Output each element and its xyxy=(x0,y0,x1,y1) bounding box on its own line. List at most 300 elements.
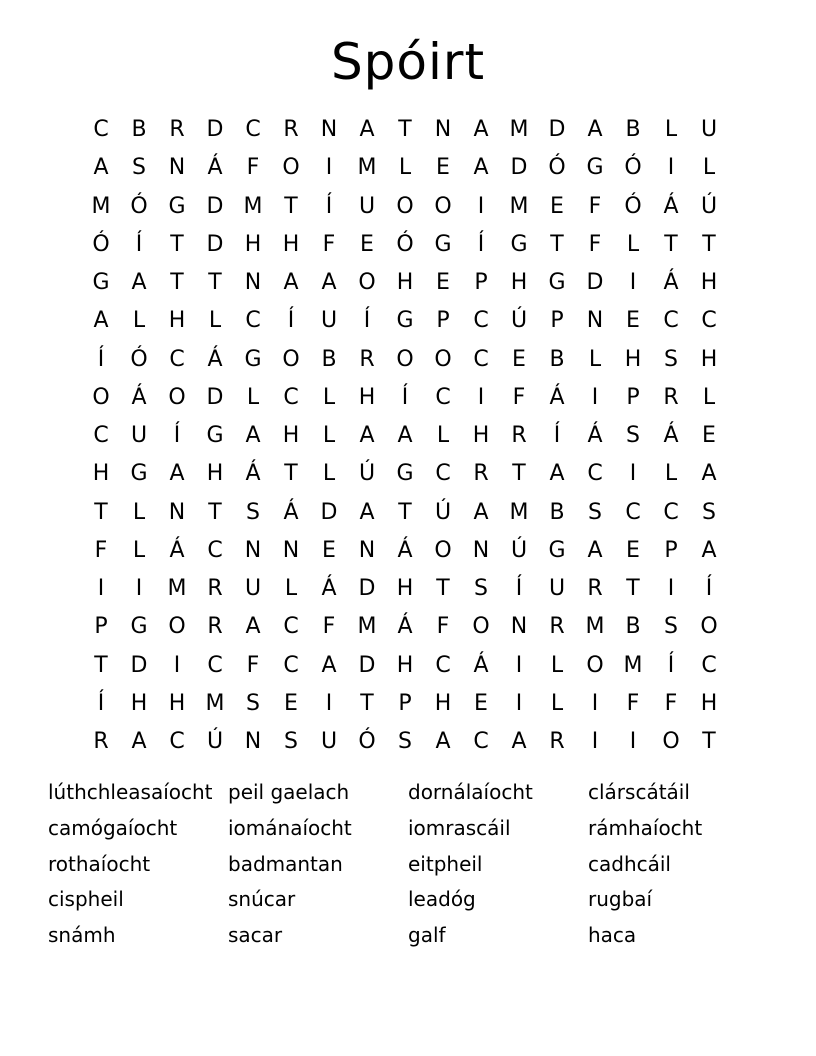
grid-letter: F xyxy=(588,193,602,219)
grid-letter: Ó xyxy=(358,729,376,754)
grid-letter: N xyxy=(244,537,262,563)
grid-letter: D xyxy=(130,652,148,678)
grid-letter: I xyxy=(97,576,105,601)
grid-letter: I xyxy=(591,729,599,754)
grid-letter: A xyxy=(587,117,603,142)
grid-letter: Ó xyxy=(548,155,566,181)
grid-letter: H xyxy=(282,231,300,257)
word-list-item: iomrascáil xyxy=(408,815,511,840)
grid-letter: C xyxy=(283,614,299,640)
grid-letter: C xyxy=(93,117,109,142)
grid-letter: H xyxy=(700,270,718,295)
grid-letter: E xyxy=(360,231,374,257)
grid-letter: B xyxy=(131,117,147,142)
grid-letter: A xyxy=(473,155,489,181)
grid-letter: A xyxy=(321,270,337,295)
grid-letter: Í xyxy=(553,423,561,448)
grid-letter: A xyxy=(511,729,527,754)
grid-letter: L xyxy=(664,117,678,142)
grid-letter: C xyxy=(169,729,185,754)
grid-letter: F xyxy=(94,537,108,563)
grid-letter: H xyxy=(434,690,452,716)
word-list-item: eitpheil xyxy=(408,851,483,876)
grid-letter: Í xyxy=(135,231,143,257)
grid-letter: L xyxy=(702,384,716,410)
grid-letter: R xyxy=(207,576,223,601)
grid-letter: A xyxy=(131,270,147,295)
grid-letter: H xyxy=(700,346,718,372)
grid-letter: N xyxy=(168,499,186,525)
grid-letter: H xyxy=(396,576,414,601)
grid-letter: Í xyxy=(477,231,485,257)
grid-letter: A xyxy=(587,537,603,563)
grid-letter: L xyxy=(246,384,260,410)
grid-letter: R xyxy=(587,576,603,601)
grid-letter: L xyxy=(550,690,564,716)
grid-letter: R xyxy=(473,461,489,487)
grid-letter: A xyxy=(283,270,299,295)
grid-letter: I xyxy=(667,576,675,601)
grid-letter: U xyxy=(130,423,148,448)
grid-letter: T xyxy=(436,576,450,601)
grid-letter: S xyxy=(626,423,640,448)
grid-letter: Á xyxy=(549,384,565,410)
grid-letter: T xyxy=(170,270,184,295)
grid-letter: L xyxy=(132,537,146,563)
grid-letter: Í xyxy=(173,423,181,448)
word-list-item: badmantan xyxy=(228,851,343,876)
grid-letter: N xyxy=(472,537,490,563)
grid-letter: L xyxy=(132,308,146,334)
grid-letter: Á xyxy=(131,384,147,410)
grid-letter: Í xyxy=(705,576,713,601)
word-list-item: haca xyxy=(588,923,637,948)
grid-letter: C xyxy=(473,308,489,334)
grid-letter: B xyxy=(549,499,565,525)
grid-letter: Á xyxy=(283,499,299,525)
grid-letter: R xyxy=(207,614,223,640)
grid-letter: T xyxy=(284,193,298,219)
word-list-item: cispheil xyxy=(48,887,124,912)
word-list-item: snámh xyxy=(48,923,116,948)
grid-letter: I xyxy=(667,155,675,181)
grid-letter: Á xyxy=(169,537,185,563)
grid-letter: Á xyxy=(663,270,679,295)
grid-letter: A xyxy=(93,308,109,334)
grid-letter: S xyxy=(398,729,412,754)
grid-letter: C xyxy=(93,423,109,448)
grid-letter: D xyxy=(206,384,224,410)
grid-letter: U xyxy=(320,308,338,334)
grid-letter: U xyxy=(358,193,376,219)
grid-letter: O xyxy=(358,270,376,295)
grid-letter: Ó xyxy=(624,155,642,181)
word-list-item: dornálaíocht xyxy=(408,780,533,804)
grid-letter: F xyxy=(626,690,640,716)
grid-letter: C xyxy=(435,652,451,678)
grid-letter: C xyxy=(473,346,489,372)
grid-letter: O xyxy=(396,346,414,372)
grid-letter: Á xyxy=(473,652,489,678)
grid-letter: Ó xyxy=(624,193,642,219)
grid-letter: P xyxy=(398,690,412,716)
grid-letter: A xyxy=(245,423,261,448)
grid-letter: E xyxy=(702,423,716,448)
grid-letter: G xyxy=(92,270,110,295)
grid-letter: R xyxy=(663,384,679,410)
grid-letter: M xyxy=(585,614,605,640)
grid-letter: Á xyxy=(663,193,679,219)
grid-letter: Í xyxy=(97,690,105,716)
grid-letter: S xyxy=(246,499,260,525)
grid-letter: U xyxy=(700,117,718,142)
grid-letter: E xyxy=(474,690,488,716)
grid-letter: H xyxy=(396,652,414,678)
grid-letter: C xyxy=(625,499,641,525)
grid-letter: T xyxy=(398,117,412,142)
grid-letter: C xyxy=(245,308,261,334)
grid-letter: N xyxy=(244,729,262,754)
grid-letter: G xyxy=(510,231,528,257)
grid-letter: Í xyxy=(97,346,105,372)
grid-letter: C xyxy=(245,117,261,142)
grid-letter: M xyxy=(509,193,529,219)
grid-letter: S xyxy=(664,614,678,640)
grid-letter: F xyxy=(246,155,260,181)
grid-letter: A xyxy=(397,423,413,448)
grid-letter: R xyxy=(359,346,375,372)
grid-letter: T xyxy=(208,499,222,525)
grid-letter: Í xyxy=(515,576,523,601)
grid-letter: F xyxy=(322,614,336,640)
grid-letter: O xyxy=(434,537,452,563)
grid-letter: N xyxy=(168,155,186,181)
grid-letter: T xyxy=(626,576,640,601)
grid-letter: C xyxy=(663,499,679,525)
grid-letter: A xyxy=(359,499,375,525)
grid-letter: I xyxy=(477,384,485,410)
grid-letter: Ú xyxy=(206,729,224,754)
grid-letter: D xyxy=(358,652,376,678)
grid-letter: R xyxy=(283,117,299,142)
grid-letter: T xyxy=(360,690,374,716)
grid-letter: Á xyxy=(397,537,413,563)
grid-letter: C xyxy=(283,652,299,678)
grid-letter: Ú xyxy=(358,461,376,487)
grid-letter: F xyxy=(664,690,678,716)
grid-letter: F xyxy=(322,231,336,257)
grid-letter: N xyxy=(282,537,300,563)
grid-letter: F xyxy=(436,614,450,640)
grid-letter: I xyxy=(477,193,485,219)
grid-letter: A xyxy=(321,652,337,678)
grid-letter: Í xyxy=(325,193,333,219)
grid-letter: G xyxy=(130,614,148,640)
grid-letter: A xyxy=(245,614,261,640)
grid-letter: H xyxy=(206,461,224,487)
grid-letter: D xyxy=(206,117,224,142)
grid-letter: M xyxy=(357,614,377,640)
grid-letter: G xyxy=(168,193,186,219)
grid-letter: C xyxy=(435,461,451,487)
grid-letter: D xyxy=(320,499,338,525)
grid-letter: I xyxy=(629,461,637,487)
grid-letter: I xyxy=(515,652,523,678)
grid-letter: R xyxy=(511,423,527,448)
word-list xyxy=(48,775,768,954)
grid-letter: E xyxy=(626,537,640,563)
grid-letter: L xyxy=(436,423,450,448)
grid-letter: R xyxy=(549,614,565,640)
grid-letter: A xyxy=(169,461,185,487)
page-title: Spóirt xyxy=(330,33,486,91)
grid-letter: Á xyxy=(663,423,679,448)
grid-letter: L xyxy=(132,499,146,525)
grid-letter: G xyxy=(548,270,566,295)
grid-letter: Á xyxy=(245,461,261,487)
grid-letter: Ó xyxy=(130,346,148,372)
word-list-item: lúthchleasaíocht xyxy=(48,780,213,804)
grid-letter: F xyxy=(588,231,602,257)
word-list-item: galf xyxy=(408,923,446,948)
grid-letter: Á xyxy=(321,576,337,601)
grid-letter: P xyxy=(474,270,488,295)
grid-letter: H xyxy=(700,690,718,716)
grid-letter: H xyxy=(92,461,110,487)
grid-letter: Á xyxy=(207,346,223,372)
grid-letter: I xyxy=(173,652,181,678)
grid-letter: Ú xyxy=(510,537,528,563)
grid-letter: B xyxy=(625,614,641,640)
grid-letter: P xyxy=(626,384,640,410)
word-list-item: clárscátáil xyxy=(588,780,690,804)
grid-letter: L xyxy=(550,652,564,678)
grid-letter: L xyxy=(322,384,336,410)
grid-letter: H xyxy=(168,308,186,334)
grid-letter: N xyxy=(320,117,338,142)
grid-letter: N xyxy=(510,614,528,640)
grid-letter: A xyxy=(359,117,375,142)
grid-letter: H xyxy=(510,270,528,295)
word-list-item: sacar xyxy=(228,923,283,948)
grid-letter: G xyxy=(206,423,224,448)
grid-letter: T xyxy=(512,461,526,487)
letter-grid xyxy=(82,111,728,761)
grid-letter: I xyxy=(591,690,599,716)
grid-letter: S xyxy=(284,729,298,754)
grid-letter: H xyxy=(244,231,262,257)
grid-letter: E xyxy=(512,346,526,372)
grid-letter: G xyxy=(586,155,604,181)
grid-letter: I xyxy=(135,576,143,601)
grid-letter: N xyxy=(244,270,262,295)
grid-letter: M xyxy=(243,193,263,219)
grid-letter: R xyxy=(169,117,185,142)
grid-letter: S xyxy=(246,690,260,716)
grid-letter: L xyxy=(702,155,716,181)
grid-letter: A xyxy=(549,461,565,487)
grid-letter: L xyxy=(626,231,640,257)
grid-letter: H xyxy=(624,346,642,372)
grid-letter: E xyxy=(550,193,564,219)
grid-letter: I xyxy=(325,155,333,181)
grid-letter: M xyxy=(167,576,187,601)
grid-letter: Á xyxy=(207,155,223,181)
grid-letter: M xyxy=(509,117,529,142)
grid-letter: Ú xyxy=(700,193,718,219)
grid-letter: O xyxy=(434,346,452,372)
grid-letter: L xyxy=(398,155,412,181)
grid-letter: U xyxy=(548,576,566,601)
grid-letter: C xyxy=(283,384,299,410)
grid-letter: H xyxy=(396,270,414,295)
grid-letter: B xyxy=(549,346,565,372)
grid-letter: S xyxy=(664,346,678,372)
grid-letter: L xyxy=(208,308,222,334)
grid-letter: C xyxy=(587,461,603,487)
grid-letter: I xyxy=(629,729,637,754)
grid-letter: Í xyxy=(401,384,409,410)
grid-letter: I xyxy=(325,690,333,716)
grid-letter: G xyxy=(396,461,414,487)
grid-letter: T xyxy=(398,499,412,525)
grid-letter: G xyxy=(244,346,262,372)
grid-letter: T xyxy=(664,231,678,257)
grid-letter: B xyxy=(625,117,641,142)
grid-letter: R xyxy=(549,729,565,754)
grid-letter: O xyxy=(168,614,186,640)
word-list-item: rothaíocht xyxy=(48,851,151,876)
grid-letter: E xyxy=(284,690,298,716)
grid-letter: L xyxy=(322,461,336,487)
grid-letter: S xyxy=(588,499,602,525)
word-list-item: leadóg xyxy=(408,887,476,912)
grid-letter: M xyxy=(205,690,225,716)
grid-letter: F xyxy=(246,652,260,678)
grid-letter: I xyxy=(629,270,637,295)
grid-letter: L xyxy=(588,346,602,372)
grid-letter: D xyxy=(206,193,224,219)
grid-letter: Ó xyxy=(92,231,110,257)
grid-letter: D xyxy=(586,270,604,295)
grid-letter: M xyxy=(509,499,529,525)
grid-letter: L xyxy=(322,423,336,448)
grid-letter: B xyxy=(321,346,337,372)
grid-letter: O xyxy=(662,729,680,754)
grid-letter: C xyxy=(473,729,489,754)
grid-letter: O xyxy=(586,652,604,678)
word-list-item: peil gaelach xyxy=(228,780,350,804)
grid-letter: C xyxy=(701,308,717,334)
grid-letter: O xyxy=(168,384,186,410)
grid-letter: Ú xyxy=(434,499,452,525)
grid-letter: U xyxy=(320,729,338,754)
word-list-item: rámhaíocht xyxy=(588,815,703,840)
grid-letter: D xyxy=(206,231,224,257)
grid-letter: D xyxy=(548,117,566,142)
grid-letter: T xyxy=(702,729,716,754)
grid-letter: Í xyxy=(667,652,675,678)
grid-letter: R xyxy=(93,729,109,754)
grid-letter: H xyxy=(472,423,490,448)
grid-letter: D xyxy=(510,155,528,181)
word-list-item: rugbaí xyxy=(588,887,653,912)
grid-letter: I xyxy=(515,690,523,716)
grid-letter: C xyxy=(207,537,223,563)
grid-letter: T xyxy=(702,231,716,257)
grid-letter: G xyxy=(548,537,566,563)
grid-letter: Ó xyxy=(130,193,148,219)
grid-letter: E xyxy=(436,155,450,181)
grid-letter: P xyxy=(436,308,450,334)
grid-letter: F xyxy=(512,384,526,410)
grid-letter: Ú xyxy=(510,308,528,334)
grid-letter: O xyxy=(282,346,300,372)
grid-letter: P xyxy=(664,537,678,563)
grid-letter: Í xyxy=(363,308,371,334)
grid-letter: A xyxy=(701,537,717,563)
grid-letter: G xyxy=(434,231,452,257)
grid-letter: Á xyxy=(397,614,413,640)
grid-letter: C xyxy=(701,652,717,678)
grid-letter: T xyxy=(94,499,108,525)
grid-letter: H xyxy=(130,690,148,716)
grid-letter: U xyxy=(244,576,262,601)
grid-letter: A xyxy=(473,499,489,525)
grid-letter: L xyxy=(664,461,678,487)
grid-letter: H xyxy=(282,423,300,448)
grid-letter: A xyxy=(93,155,109,181)
grid-letter: C xyxy=(435,384,451,410)
word-list-item: camógaíocht xyxy=(48,815,178,840)
grid-letter: O xyxy=(92,384,110,410)
grid-letter: O xyxy=(396,193,414,219)
word-list-item: cadhcáil xyxy=(588,851,671,876)
grid-letter: E xyxy=(322,537,336,563)
grid-letter: Í xyxy=(287,308,295,334)
grid-letter: G xyxy=(130,461,148,487)
grid-letter: E xyxy=(436,270,450,295)
grid-letter: H xyxy=(358,384,376,410)
grid-letter: L xyxy=(284,576,298,601)
grid-letter: M xyxy=(623,652,643,678)
grid-letter: E xyxy=(626,308,640,334)
grid-letter: O xyxy=(700,614,718,640)
grid-letter: A xyxy=(473,117,489,142)
grid-letter: O xyxy=(434,193,452,219)
grid-letter: D xyxy=(358,576,376,601)
grid-letter: P xyxy=(550,308,564,334)
grid-letter: T xyxy=(94,652,108,678)
grid-letter: A xyxy=(701,461,717,487)
grid-letter: T xyxy=(208,270,222,295)
grid-letter: N xyxy=(358,537,376,563)
grid-letter: T xyxy=(284,461,298,487)
grid-letter: G xyxy=(396,308,414,334)
grid-letter: S xyxy=(474,576,488,601)
grid-letter: A xyxy=(131,729,147,754)
grid-letter: I xyxy=(591,384,599,410)
grid-letter: S xyxy=(132,155,146,181)
grid-letter: N xyxy=(434,117,452,142)
grid-letter: C xyxy=(169,346,185,372)
grid-letter: A xyxy=(435,729,451,754)
grid-letter: C xyxy=(207,652,223,678)
grid-letter: Ó xyxy=(396,231,414,257)
grid-letter: M xyxy=(91,193,111,219)
grid-letter: C xyxy=(663,308,679,334)
grid-letter: H xyxy=(168,690,186,716)
